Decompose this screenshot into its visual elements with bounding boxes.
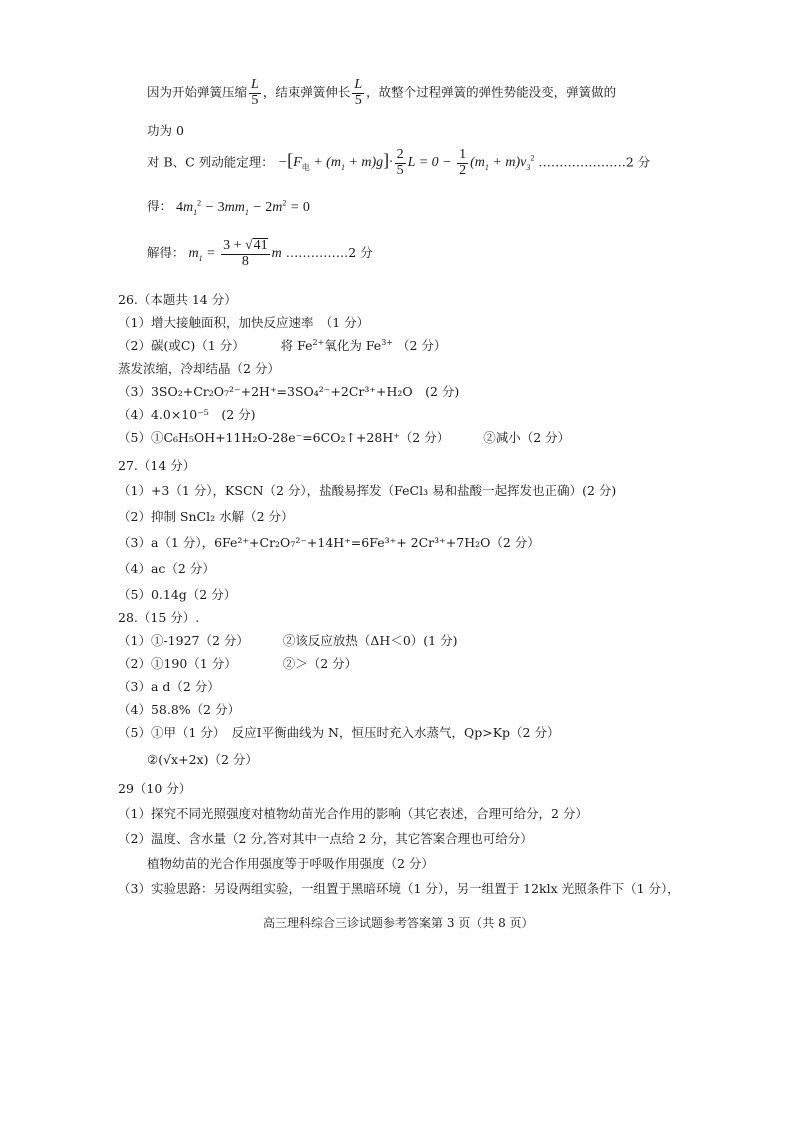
q26-answer-3: （3）3SO₂+Cr₂O₇²⁻+2H⁺=3SO₄²⁻+2Cr³⁺+H₂O (2 分) <box>118 384 460 399</box>
q29-answer-3: （3）实验思路：另设两组实验，一组置于黑暗环境（1 分），另一组置于 12klx 光照条件下（1 分）， <box>118 881 680 896</box>
q29-answer-2-cont: 植物幼苗的光合作用强度等于呼吸作用强度（2 分） <box>147 856 434 871</box>
physics-line-1 <box>147 78 616 108</box>
q26-answer-4: （4）4.0×10⁻⁵ (2 分) <box>118 407 256 422</box>
q28-answer-5-cont: ②(√x+2x)（2 分） <box>147 752 258 767</box>
q26-answer-5: （5）①C₆H₅OH+11H₂O-28e⁻=6CO₂↑+28H⁺（2 分） ②减小（2 分） <box>118 430 571 445</box>
q28-answer-1: （1）①-1927（2 分） ②该反应放热（ΔH＜0）(1 分) <box>118 633 458 648</box>
text: 因为开始弹簧压缩 <box>147 84 248 100</box>
q28-answer-3: （3）a d（2 分） <box>118 679 220 694</box>
q29-title: 29（10 分） <box>118 781 192 796</box>
quadratic-equation: $4m_1^2 - 3mm_1 - 2m^2 = 0$ <box>176 198 310 217</box>
q28-title: 28.（15 分）. <box>118 610 200 625</box>
q26-answer-2: （2）碳(或C)（1 分） 将 $Fe^{2+}$氧化为 $Fe^{3+}$ （2 分） <box>118 338 447 354</box>
q26-answer-1: （1）增大接触面积，加快反应速率 （1 分） <box>118 315 370 330</box>
q27-answer-3: （3）a（1 分），6Fe²⁺+Cr₂O₇²⁻+14H⁺=6Fe³⁺+ 2Cr³⁺+7H₂O（2 分） <box>118 535 540 550</box>
fraction-l-over-5: $\frac{L}{5}$ <box>354 77 363 108</box>
q28-answer-4: （4）58.8%（2 分） <box>118 702 241 717</box>
physics-line-2: 功为 0 <box>147 123 184 138</box>
physics-line-3: 对 B、C 列动能定理： $-[F_电 + (m_1 + m)g]\cdot$ $\frac{2}{5}$ L = 0 − $\frac{1}{2}$ $(m_1 + m)v_3^2$ …………………2 分 <box>147 147 651 178</box>
physics-line-5: 解得： $m_1$ = $\frac{3 + √41}{8}$ m ……………2 分 <box>147 238 373 269</box>
q27-answer-2: （2）抑制 SnCl₂ 水解（2 分） <box>118 509 294 524</box>
solution-m1: $m_1$ = $\frac{3 + √41}{8}$ m <box>188 238 282 269</box>
text: ，故整个过程弹簧的弹性势能没变，弹簧做的 <box>366 84 617 100</box>
q27-title: 27.（14 分） <box>118 458 196 473</box>
q27-answer-5: （5）0.14g（2 分） <box>118 587 237 602</box>
q28-answer-5: （5）①甲（1 分） 反应Ⅰ平衡曲线为 N，恒压时充入水蒸气，Qp>Kp（2 分） <box>118 725 560 740</box>
fraction-l-over-5: $\frac{L}{5}$ <box>251 77 259 108</box>
q29-answer-1: （1）探究不同光照强度对植物幼苗光合作用的影响（其它表述，合理可给分，2 分） <box>118 806 588 821</box>
text: ，结束弹簧伸长 <box>262 84 351 100</box>
q26-answer-2-cont: 蒸发浓缩，冷却结晶（2 分） <box>118 361 280 376</box>
physics-line-4: 得： $4m_1^2 - 3mm_1 - 2m^2 = 0$ <box>147 198 310 217</box>
page-footer: 高三理科综合三诊试题参考答案第 3 页（共 8 页） <box>263 916 534 930</box>
q28-answer-2: （2）①190（1 分） ②＞（2 分） <box>118 656 358 671</box>
q26-title: 26.（本题共 14 分） <box>118 292 237 307</box>
q27-answer-1: （1）+3（1 分），KSCN（2 分），盐酸易挥发（FeCl₃ 易和盐酸一起挥发也正确）(2 分) <box>118 483 617 498</box>
kinetic-energy-equation: $-[F_电 + (m_1 + m)g]\cdot$ $\frac{2}{5}$ L = 0 − $\frac{1}{2}$ $(m_1 + m)v_3^2$ <box>277 147 535 178</box>
q27-answer-4: （4）ac（2 分） <box>118 561 215 576</box>
q29-answer-2: （2）温度、含水量（2 分,答对其中一点给 2 分，其它答案合理也可给分） <box>118 831 533 846</box>
